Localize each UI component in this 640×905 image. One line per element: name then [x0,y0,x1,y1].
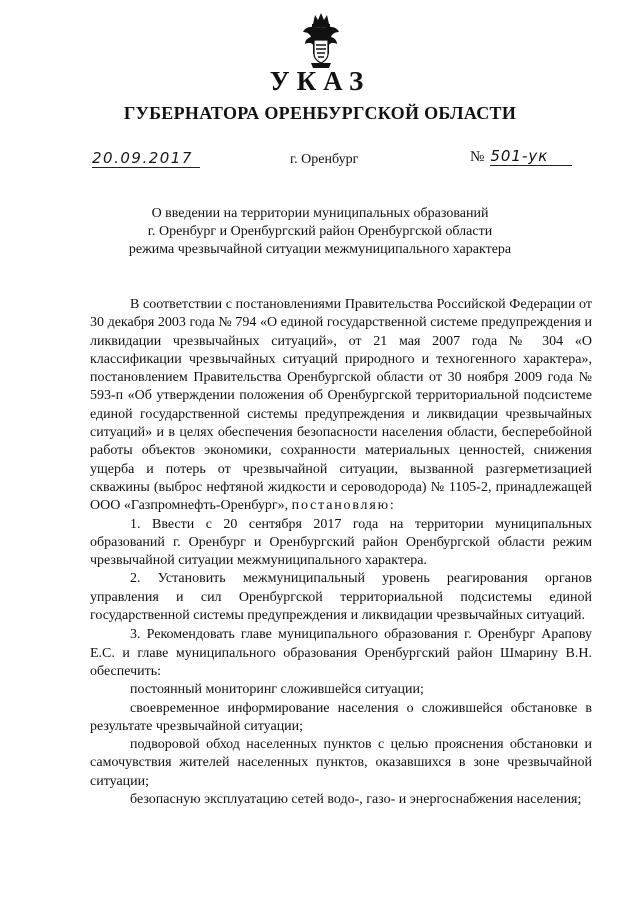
heading-line: О введении на территории муниципальных образований [151,206,489,221]
preamble-paragraph [90,296,592,516]
heading-line: режима чрезвычайной ситуации межмуниципального характера [128,242,512,257]
decree-subitem: своевременное информирование населения о сложившейся обстановке в результате чрезвычайной ситуации; [90,700,592,734]
decree-heading [60,205,580,259]
decree-item: 3. Рекомендовать главе муниципального образования г. Оренбург Арапову Е.С. и главе муниципального образования Оренбургский район Шмарину В.Н. обеспечить: [90,627,592,679]
decree-issuer: ГУБЕРНАТОРА ОРЕНБУРГСКОЙ ОБЛАСТИ [123,103,517,123]
heading-line: г. Оренбург и Оренбургский район Оренбургской области [147,224,493,239]
decree-city: г. Оренбург [290,152,359,167]
decree-item: 2. Установить межмуниципальный уровень реагирования органов управления и сил Оренбургской территориальной подсистемы единой государственной системы предупреждения и ликвидации чрезвычайных ситуаций. [90,571,592,624]
decree-number: 501-ук [490,148,572,166]
decree-item: 1. Ввести с 20 сентября 2017 года на территории муниципальных образований г. Оренбург и Оренбургский район Оренбургской области режим чрезвычайной ситуации межмуниципального характера. [90,516,592,569]
decree-subitem: постоянный мониторинг сложившейся ситуации; [130,682,424,698]
coat-of-arms-icon [301,10,341,72]
decree-subitem: безопасную эксплуатацию сетей водо-, газо- и энергоснабжения населения; [130,792,582,808]
decree-number-block [470,148,590,166]
decree-body [90,296,592,809]
preamble-text: В соответствии с постановлениями Правительства Российской Федерации от 30 декабря 2003 года № 794 «О единой государственной системе предупреждения и ликвидации чрезвычайных ситуаций», от 21 мая 2007 года № 304 «О классификации чрезвычайных ситуаций природного и техногенного характера», постановлением Правительства Оренбургской области от 30 ноября 2009 года № 593-п «Об утверждении положения об Оренбургской территориальной подсистеме единой государственной системы предупреждения и ликвидации чрезвычайных ситуаций» и в целях обеспечения безопасности населения области, бесперебойной работы объектов экономики, сохранности материальных ценностей, снижения ущерба и потерь от чрезвычайной ситуации, вызванной разгерметизацией скважины (выброс нефтяной жидкости и сероводорода) № 1105-2, принадлежащей ООО «Газпромнефть-Оренбург», [90,297,592,514]
number-sign: № [470,149,485,165]
decree-date: 20.09.2017 [92,150,200,168]
decree-word: постановляю: [291,498,396,514]
decree-title: УКАЗ [269,66,371,96]
decree-subitem: подворовой обход населенных пунктов с целью прояснения обстановки и самочувствия жителей населенных пунктов, оказавшихся в зоне чрезвычайной ситуации; [90,737,592,789]
